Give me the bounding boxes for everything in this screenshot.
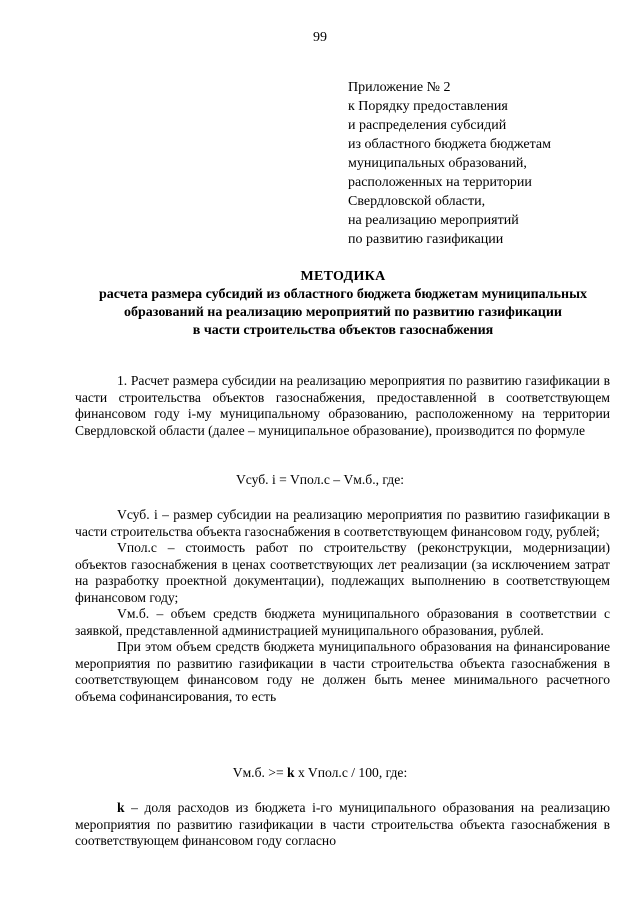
appendix-line: из областного бюджета бюджетам [348, 137, 551, 152]
appendix-line: и распределения субсидий [348, 118, 507, 133]
formula-minimum [0, 765, 640, 781]
title-subline: в части строительства объектов газоснабжения [192, 323, 494, 338]
appendix-line: Свердловской области, [348, 194, 486, 209]
paragraph-1-text: 1. Расчет размера субсидии на реализацию мероприятия по развитию газификации в части строительства объектов газоснабжения, предоставленной в соответствующем финансовом году i-му муниципальному образованию, расположенному на территории Свердловской области (далее – муниципальное образование), производится по формуле [75, 373, 610, 438]
title-subline: расчета размера субсидий из областного бюджета бюджетам муниципальных [98, 287, 588, 302]
definition-vpol: Vпол.с – стоимость работ по строительству (реконструкции, модернизации) объектов газоснабжения в ценах соответствующих лет реализации (за исключением затрат на разработку проектной документации), подлежащих выполнению в соответствующем финансовом году; [75, 540, 610, 605]
definition-condition: При этом объем средств бюджета муниципального образования на финансирование мероприятия по развитию газификации в части строительства объекта газоснабжения в соответствующем финансовом году не должен быть менее минимального расчетного объема софинансирования, то есть [75, 639, 610, 704]
appendix-line: на реализацию мероприятий [348, 213, 519, 228]
title-subline: образований на реализацию мероприятий по развитию газификации [124, 305, 562, 320]
formula-k: k [287, 765, 295, 780]
appendix-header [348, 78, 608, 249]
page-number: 99 [313, 30, 327, 45]
appendix-line: Приложение № 2 [348, 80, 451, 95]
title-main: МЕТОДИКА [300, 269, 386, 284]
definition-vmb: Vм.б. – объем средств бюджета муниципального образования в соответствии с заявкой, представленной администрацией муниципального образования, рублей. [75, 606, 610, 638]
definitions-block [75, 507, 610, 705]
k-definition-text: – доля расходов из бюджета i-го муниципального образования на реализацию мероприятия по развитию газификации в части строительства объекта газоснабжения в соответствующем финансовом году согласно [75, 800, 610, 848]
paragraph-1 [75, 373, 610, 439]
formula-subsidy: Vсуб. i = Vпол.с – Vм.б., где: [235, 472, 405, 487]
formula-left: Vм.б. >= [232, 765, 288, 780]
k-symbol: k [117, 800, 125, 815]
appendix-line: по развитию газификации [348, 232, 504, 247]
definition-vsub: Vсуб. i – размер субсидии на реализацию мероприятия по развитию газификации в части строительства объекта газоснабжения в соответствующем финансовом году, рублей; [75, 507, 610, 539]
k-definition-block [75, 800, 610, 850]
appendix-line: муниципальных образований, [348, 156, 527, 171]
appendix-line: расположенных на территории [348, 175, 532, 190]
appendix-line: к Порядку предоставления [348, 99, 508, 114]
document-title [60, 268, 626, 340]
definition-k [75, 800, 610, 850]
formula-right: x Vпол.с / 100, где: [294, 765, 408, 780]
